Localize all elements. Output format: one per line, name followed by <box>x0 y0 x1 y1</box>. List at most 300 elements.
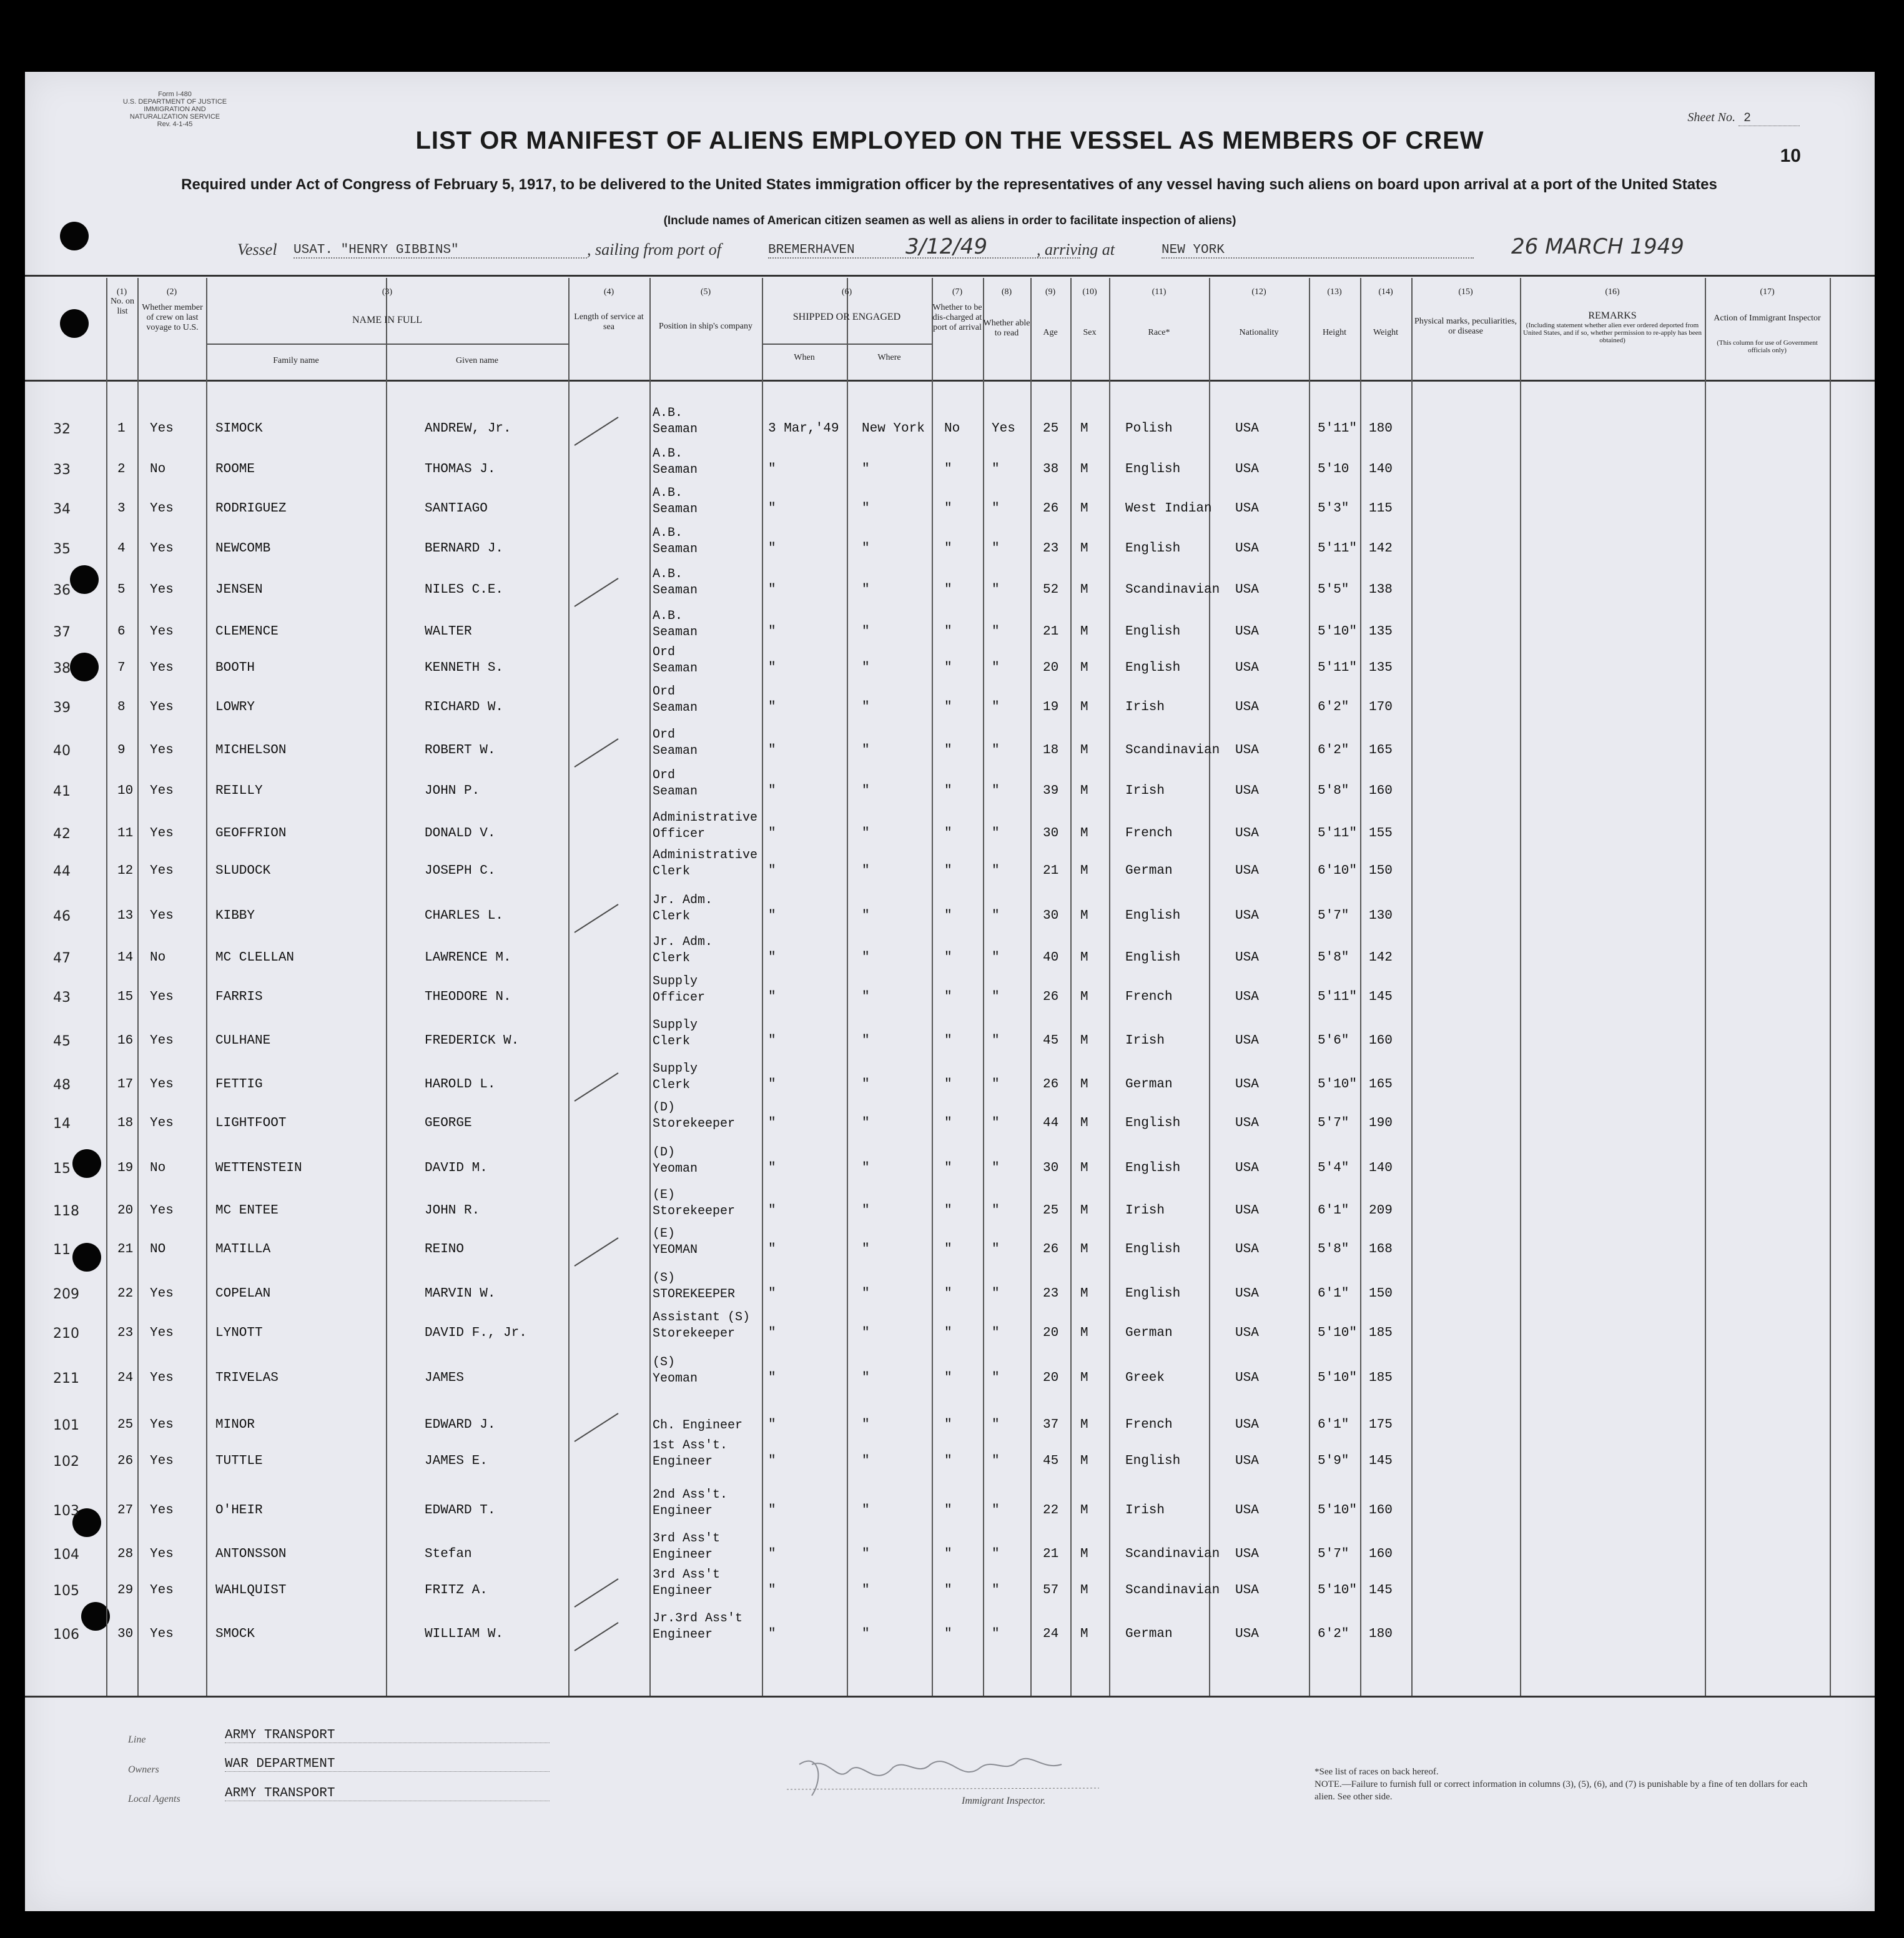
cell-given: DONALD V. <box>425 826 496 841</box>
cell-no: 25 <box>117 1418 134 1432</box>
cell-disch: " <box>944 1583 952 1598</box>
footer-line-value: ARMY TRANSPORT <box>225 1728 550 1743</box>
header-age: Age <box>1043 328 1058 337</box>
cell-nat: USA <box>1235 1116 1259 1130</box>
cell-race: Scandinavian <box>1125 1583 1220 1598</box>
cell-yes: Yes <box>150 541 174 556</box>
column-number: (14) <box>1378 287 1393 297</box>
cell-position-line2: Engineer <box>653 1584 713 1598</box>
shipped-subhead-rule <box>762 344 932 345</box>
cell-when: " <box>768 743 776 758</box>
header-no-on-list: No. on list <box>110 297 135 316</box>
footer-owners-value: WAR DEPARTMENT <box>225 1757 550 1772</box>
cell-no: 21 <box>117 1242 134 1257</box>
cell-read: " <box>992 625 1000 639</box>
cell-sex: M <box>1080 422 1088 436</box>
cell-mark: 15 <box>53 1161 71 1177</box>
header-position: Position in ship's company <box>659 322 752 331</box>
cell-family: MATILLA <box>215 1242 271 1257</box>
cell-mark: 41 <box>53 784 71 799</box>
cell-no: 11 <box>117 826 134 841</box>
cell-height: 5'9" <box>1318 1454 1349 1468</box>
cell-family: MC ENTEE <box>215 1204 279 1218</box>
cell-position-line1: Assistant (S) <box>653 1310 751 1325</box>
cell-family: O'HEIR <box>215 1503 263 1518</box>
header-race: Race* <box>1148 328 1170 337</box>
cell-height: 6'1" <box>1318 1204 1349 1218</box>
cell-yes: Yes <box>150 1627 174 1641</box>
cell-position-line2: Seaman <box>653 422 698 437</box>
cell-yes: Yes <box>150 1034 174 1048</box>
cell-nat: USA <box>1235 1418 1259 1432</box>
cell-when: " <box>768 583 776 597</box>
cell-position-line1: 1st Ass't. <box>653 1438 728 1453</box>
cell-race: Irish <box>1125 784 1165 798</box>
cell-nat: USA <box>1235 990 1259 1004</box>
cell-where: " <box>862 909 870 923</box>
cell-height: 5'10" <box>1318 1077 1358 1092</box>
cell-disch: " <box>944 1116 952 1130</box>
cell-nat: USA <box>1235 743 1259 758</box>
cell-position-line2: Storekeeper <box>653 1204 736 1219</box>
cell-no: 9 <box>117 743 126 758</box>
cell-age: 21 <box>1043 864 1059 878</box>
cell-yes: Yes <box>150 661 174 675</box>
cell-weight: 140 <box>1369 1161 1393 1175</box>
cell-where: " <box>862 990 870 1004</box>
cell-position-line1: 3rd Ass't <box>653 1531 721 1546</box>
cell-yes: Yes <box>150 625 174 639</box>
cell-race: French <box>1125 1418 1173 1432</box>
cell-mark: 118 <box>53 1204 79 1219</box>
cell-nat: USA <box>1235 951 1259 965</box>
cell-given: DAVID M. <box>425 1161 488 1175</box>
cell-age: 26 <box>1043 1077 1059 1092</box>
cell-read: " <box>992 1371 1000 1385</box>
cell-nat: USA <box>1235 1287 1259 1301</box>
cell-yes: Yes <box>150 864 174 878</box>
cell-age: 39 <box>1043 784 1059 798</box>
cell-nat: USA <box>1235 625 1259 639</box>
header-action: Action of Immigrant Inspector <box>1714 314 1821 323</box>
cell-where: " <box>862 1547 870 1561</box>
cell-sex: M <box>1080 502 1088 516</box>
cell-given: THOMAS J. <box>425 462 496 477</box>
cell-mark: 104 <box>53 1547 79 1563</box>
cell-given: MARVIN W. <box>425 1287 496 1301</box>
cell-yes: Yes <box>150 1371 174 1385</box>
cell-read: " <box>992 1161 1000 1175</box>
cell-mark: 45 <box>53 1034 71 1049</box>
cell-position-line1: Ord <box>653 645 676 660</box>
cell-disch: " <box>944 990 952 1004</box>
cell-disch: " <box>944 583 952 597</box>
pencil-tick-marks <box>562 397 668 1708</box>
cell-given: JOHN R. <box>425 1204 480 1218</box>
cell-disch: " <box>944 1242 952 1257</box>
cell-race: English <box>1125 1454 1181 1468</box>
cell-when: " <box>768 1116 776 1130</box>
cell-disch: " <box>944 1418 952 1432</box>
cell-nat: USA <box>1235 909 1259 923</box>
header-given-name: Given name <box>455 356 499 365</box>
cell-race: French <box>1125 826 1173 841</box>
cell-position-line1: (S) <box>653 1355 676 1370</box>
cell-mark: 43 <box>53 990 71 1006</box>
cell-position-line1: Ord <box>653 685 676 699</box>
cell-disch: " <box>944 661 952 675</box>
cell-yes: No <box>150 951 166 965</box>
cell-when: " <box>768 625 776 639</box>
cell-race: English <box>1125 661 1181 675</box>
penalty-note: NOTE.—Failure to furnish full or correct information in columns (3), (5), (6), and (7) is punishable by a fine of ten dollars for each alien. See other side. <box>1315 1779 1808 1802</box>
cell-position-line2: Yeoman <box>653 1372 698 1386</box>
cell-mark: 39 <box>53 700 71 716</box>
cell-nat: USA <box>1235 864 1259 878</box>
cell-weight: 145 <box>1369 1583 1393 1598</box>
cell-no: 17 <box>117 1077 134 1092</box>
cell-age: 40 <box>1043 951 1059 965</box>
cell-read: " <box>992 743 1000 758</box>
tick-mark <box>575 578 618 606</box>
cell-yes: Yes <box>150 1287 174 1301</box>
column-rule <box>1030 278 1032 1696</box>
cell-where: " <box>862 502 870 516</box>
cell-yes: NO <box>150 1242 166 1257</box>
cell-mark: 37 <box>53 625 71 640</box>
cell-height: 5'11" <box>1318 422 1358 436</box>
cell-yes: Yes <box>150 1326 174 1340</box>
cell-where: " <box>862 1204 870 1218</box>
cell-family: BOOTH <box>215 661 255 675</box>
cell-disch: " <box>944 1161 952 1175</box>
cell-given: JAMES E. <box>425 1454 488 1468</box>
tick-mark <box>575 739 618 767</box>
cell-position-line1: Ord <box>653 728 676 742</box>
cell-position-line1: (E) <box>653 1227 676 1241</box>
header-discharged: Whether to be dis-charged at port of arrival <box>932 303 982 332</box>
cell-weight: 155 <box>1369 826 1393 841</box>
cell-height: 5'10" <box>1318 625 1358 639</box>
cell-position-line2: Seaman <box>653 463 698 477</box>
form-identifier <box>119 91 231 128</box>
manifest-sheet <box>25 72 1875 1911</box>
cell-race: German <box>1125 1627 1173 1641</box>
cell-height: 5'10" <box>1318 1503 1358 1518</box>
cell-mark: 48 <box>53 1077 71 1093</box>
cell-weight: 160 <box>1369 1547 1393 1561</box>
cell-race: Irish <box>1125 1503 1165 1518</box>
cell-height: 5'4" <box>1318 1161 1349 1175</box>
cell-no: 13 <box>117 909 134 923</box>
cell-age: 38 <box>1043 462 1059 477</box>
cell-disch: " <box>944 502 952 516</box>
cell-position-line1: A.B. <box>653 447 683 461</box>
cell-height: 5'11" <box>1318 990 1358 1004</box>
cell-yes: Yes <box>150 826 174 841</box>
cell-family: JENSEN <box>215 583 263 597</box>
cell-no: 27 <box>117 1503 134 1518</box>
cell-height: 6'10" <box>1318 864 1358 878</box>
cell-position-line1: A.B. <box>653 567 683 581</box>
cell-age: 20 <box>1043 661 1059 675</box>
cell-where: " <box>862 1242 870 1257</box>
column-number: (3) <box>382 287 393 297</box>
cell-nat: USA <box>1235 1547 1259 1561</box>
cell-read: " <box>992 909 1000 923</box>
cell-read: " <box>992 502 1000 516</box>
cell-given: ROBERT W. <box>425 743 496 758</box>
cell-disch: " <box>944 462 952 477</box>
column-number: (13) <box>1327 287 1342 297</box>
cell-race: German <box>1125 1077 1173 1092</box>
cell-read: " <box>992 661 1000 675</box>
vessel-line <box>212 234 1773 263</box>
cell-disch: " <box>944 1627 952 1641</box>
cell-position-line1: A.B. <box>653 526 683 540</box>
cell-no: 14 <box>117 951 134 965</box>
cell-weight: 140 <box>1369 462 1393 477</box>
department-line: U.S. DEPARTMENT OF JUSTICE <box>122 98 227 106</box>
cell-race: English <box>1125 1287 1181 1301</box>
cell-no: 23 <box>117 1326 134 1340</box>
cell-read: " <box>992 1242 1000 1257</box>
footer-agents-value: ARMY TRANSPORT <box>225 1786 550 1801</box>
cell-when: " <box>768 826 776 841</box>
cell-position-line2: Seaman <box>653 583 698 598</box>
cell-disch: " <box>944 743 952 758</box>
form-number: Form I-480 <box>158 91 192 98</box>
cell-given: LAWRENCE M. <box>425 951 511 965</box>
cell-position-line2: Officer <box>653 827 706 841</box>
cell-family: MICHELSON <box>215 743 287 758</box>
cell-sex: M <box>1080 1547 1088 1561</box>
cell-where: " <box>862 661 870 675</box>
cell-disch: " <box>944 826 952 841</box>
cell-position-line2: Clerk <box>653 864 691 879</box>
tick-mark <box>575 904 618 932</box>
document-title: LIST OR MANIFEST OF ALIENS EMPLOYED ON THE VESSEL AS MEMBERS OF CREW <box>415 127 1484 154</box>
cell-race: German <box>1125 1326 1173 1340</box>
cell-position-line2: Yeoman <box>653 1162 698 1176</box>
cell-where: " <box>862 462 870 477</box>
sailing-date: 3/12/49 <box>905 234 988 259</box>
cell-mark: 211 <box>53 1371 79 1387</box>
cell-where: " <box>862 583 870 597</box>
cell-mark: 103 <box>53 1503 79 1519</box>
cell-read: " <box>992 1034 1000 1048</box>
cell-family: TRIVELAS <box>215 1371 279 1385</box>
cell-position-line1: Jr. Adm. <box>653 893 713 907</box>
cell-no: 8 <box>117 700 126 714</box>
service-line: IMMIGRATION AND NATURALIZATION SERVICE <box>129 106 220 121</box>
cell-age: 26 <box>1043 990 1059 1004</box>
header-bottom-rule <box>25 380 1875 382</box>
cell-where: " <box>862 864 870 878</box>
cell-family: MINOR <box>215 1418 255 1432</box>
cell-yes: Yes <box>150 1116 174 1130</box>
cell-when: " <box>768 864 776 878</box>
cell-no: 2 <box>117 462 126 477</box>
cell-sex: M <box>1080 541 1088 556</box>
cell-when: " <box>768 1418 776 1432</box>
cell-position-line1: A.B. <box>653 609 683 623</box>
cell-read: " <box>992 541 1000 556</box>
cell-weight: 185 <box>1369 1326 1393 1340</box>
arrival-date: 26 MARCH 1949 <box>1511 234 1684 259</box>
cell-nat: USA <box>1235 1204 1259 1218</box>
column-number: (1) <box>116 287 127 297</box>
cell-age: 37 <box>1043 1418 1059 1432</box>
tick-mark <box>575 1238 618 1266</box>
cell-when: " <box>768 462 776 477</box>
cell-weight: 190 <box>1369 1116 1393 1130</box>
cell-mark: 42 <box>53 826 71 842</box>
cell-where: " <box>862 1418 870 1432</box>
cell-mark: 40 <box>53 743 71 759</box>
cell-when: " <box>768 1161 776 1175</box>
header-able-read: Whether able to read <box>983 319 1030 338</box>
cell-position-line1: 2nd Ass't. <box>653 1488 728 1502</box>
cell-mark: 32 <box>53 422 71 437</box>
cell-height: 5'8" <box>1318 951 1349 965</box>
cell-mark: 14 <box>53 1116 71 1132</box>
cell-height: 5'8" <box>1318 1242 1349 1257</box>
cell-weight: 135 <box>1369 625 1393 639</box>
cell-height: 5'3" <box>1318 502 1349 516</box>
cell-mark: 33 <box>53 462 71 478</box>
cell-position-line1: (D) <box>653 1100 676 1115</box>
cell-sex: M <box>1080 625 1088 639</box>
cell-position-line2: Engineer <box>653 1628 713 1642</box>
cell-family: LOWRY <box>215 700 255 714</box>
cell-race: French <box>1125 990 1173 1004</box>
cell-given: JAMES <box>425 1371 465 1385</box>
cell-age: 30 <box>1043 1161 1059 1175</box>
cell-nat: USA <box>1235 1077 1259 1092</box>
vessel-label: Vessel <box>237 240 277 259</box>
cell-where: " <box>862 1503 870 1518</box>
cell-weight: 160 <box>1369 1503 1393 1518</box>
cell-nat: USA <box>1235 1454 1259 1468</box>
cell-no: 30 <box>117 1627 134 1641</box>
cell-position-line1: (E) <box>653 1188 676 1202</box>
cell-race: English <box>1125 1242 1181 1257</box>
cell-mark: 210 <box>53 1326 79 1342</box>
cell-age: 24 <box>1043 1627 1059 1641</box>
cell-mark: 102 <box>53 1454 79 1470</box>
cell-no: 28 <box>117 1547 134 1561</box>
cell-weight: 145 <box>1369 1454 1393 1468</box>
cell-position-line1: Jr.3rd Ass't <box>653 1611 743 1626</box>
vessel-name: USAT. "HENRY GIBBINS" <box>293 243 587 259</box>
cell-when: " <box>768 1204 776 1218</box>
cell-sex: M <box>1080 1161 1088 1175</box>
sailing-label: , sailing from port of <box>587 240 722 259</box>
cell-weight: 150 <box>1369 1287 1393 1301</box>
cell-position-line1: Supply <box>653 1062 698 1076</box>
cell-no: 24 <box>117 1371 134 1385</box>
cell-given: DAVID F., Jr. <box>425 1326 527 1340</box>
cell-age: 19 <box>1043 700 1059 714</box>
cell-position-line1: Ord <box>653 768 676 783</box>
tick-mark <box>575 1073 618 1101</box>
cell-weight: 138 <box>1369 583 1393 597</box>
cell-height: 5'7" <box>1318 1547 1349 1561</box>
cell-position-line2: Seaman <box>653 661 698 676</box>
cell-position-line2: Seaman <box>653 625 698 640</box>
cell-height: 6'2" <box>1318 743 1349 758</box>
cell-read: " <box>992 583 1000 597</box>
cell-no: 15 <box>117 990 134 1004</box>
cell-height: 5'8" <box>1318 784 1349 798</box>
cell-when: " <box>768 1034 776 1048</box>
cell-disch: No <box>944 422 960 436</box>
cell-position-line1: Supply <box>653 974 698 989</box>
cell-nat: USA <box>1235 1627 1259 1641</box>
cell-sex: M <box>1080 583 1088 597</box>
cell-where: " <box>862 784 870 798</box>
page-number: 10 <box>1780 146 1801 166</box>
header-weight: Weight <box>1373 328 1399 337</box>
cell-position-line1: Supply <box>653 1018 698 1032</box>
cell-height: 5'5" <box>1318 583 1349 597</box>
cell-weight: 168 <box>1369 1242 1393 1257</box>
cell-where: " <box>862 1161 870 1175</box>
cell-age: 22 <box>1043 1503 1059 1518</box>
cell-family: COPELAN <box>215 1287 271 1301</box>
cell-nat: USA <box>1235 1161 1259 1175</box>
punch-hole <box>60 309 89 338</box>
cell-read: " <box>992 1077 1000 1092</box>
cell-family: LYNOTT <box>215 1326 263 1340</box>
cell-race: English <box>1125 541 1181 556</box>
header-family-name: Family name <box>273 356 319 365</box>
cell-position-line1: (D) <box>653 1145 676 1160</box>
cell-when: " <box>768 1077 776 1092</box>
cell-yes: Yes <box>150 743 174 758</box>
cell-when: " <box>768 1547 776 1561</box>
cell-height: 5'11" <box>1318 541 1358 556</box>
cell-sex: M <box>1080 784 1088 798</box>
cell-yes: Yes <box>150 583 174 597</box>
cell-when: " <box>768 1503 776 1518</box>
header-when: When <box>794 353 815 362</box>
cell-sex: M <box>1080 951 1088 965</box>
cell-weight: 165 <box>1369 1077 1393 1092</box>
cell-family: FARRIS <box>215 990 263 1004</box>
cell-read: " <box>992 784 1000 798</box>
cell-disch: " <box>944 1454 952 1468</box>
cell-family: GEOFFRION <box>215 826 287 841</box>
cell-race: English <box>1125 1116 1181 1130</box>
cell-nat: USA <box>1235 1034 1259 1048</box>
punch-hole <box>72 1243 101 1272</box>
cell-family: REILLY <box>215 784 263 798</box>
footer-agents-label: Local Agents <box>128 1794 180 1804</box>
column-number: (2) <box>166 287 177 297</box>
cell-weight: 135 <box>1369 661 1393 675</box>
cell-no: 4 <box>117 541 126 556</box>
cell-family: TUTTLE <box>215 1454 263 1468</box>
cell-position-line2: Seaman <box>653 542 698 556</box>
column-rule <box>762 278 763 1696</box>
table-bottom-rule <box>25 1696 1875 1698</box>
cell-where: " <box>862 1326 870 1340</box>
cell-nat: USA <box>1235 1242 1259 1257</box>
cell-no: 29 <box>117 1583 134 1598</box>
cell-given: Stefan <box>425 1547 472 1561</box>
